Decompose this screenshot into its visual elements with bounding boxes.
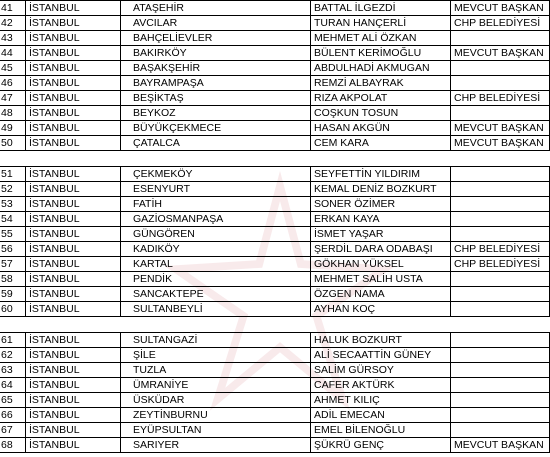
candidate-name-cell: SEYFETTİN YILDIRIM xyxy=(310,167,450,181)
table-row xyxy=(0,197,550,212)
candidate-name-cell: BÜLENT KERİMOĞLU xyxy=(310,46,450,60)
table-row xyxy=(0,1,550,16)
table-row xyxy=(0,167,550,182)
candidate-name-cell: SALİM GÜRSOY xyxy=(310,363,450,377)
note-cell xyxy=(450,302,550,316)
note-cell xyxy=(450,363,550,377)
province-cell: İSTANBUL xyxy=(25,378,120,392)
district-cell: BEŞİKTAŞ xyxy=(120,91,310,105)
table-row xyxy=(0,212,550,227)
note-cell xyxy=(450,212,550,226)
row-number: 47 xyxy=(1,92,13,104)
row-number: 51 xyxy=(1,168,13,180)
note-cell: CHP BELEDİYESİ xyxy=(450,16,550,30)
province-cell: İSTANBUL xyxy=(25,257,120,271)
table-row xyxy=(0,287,550,302)
row-number: 68 xyxy=(1,439,13,451)
district-cell: SULTANGAZİ xyxy=(120,333,310,347)
candidate-name-cell: MEHMET ALİ ÖZKAN xyxy=(310,31,450,45)
note-cell: CHP BELEDİYESİ xyxy=(450,242,550,256)
note-cell xyxy=(450,106,550,120)
candidate-name-cell: MEHMET SALİH USTA xyxy=(310,272,450,286)
province-cell: İSTANBUL xyxy=(25,423,120,437)
candidate-name-cell: ADİL EMECAN xyxy=(310,408,450,422)
row-number: 53 xyxy=(1,198,13,210)
table-row xyxy=(0,227,550,242)
row-number: 41 xyxy=(1,2,13,14)
note-cell: MEVCUT BAŞKAN xyxy=(450,1,550,15)
note-cell: MEVCUT BAŞKAN xyxy=(450,46,550,60)
note-cell: MEVCUT BAŞKAN xyxy=(450,121,550,135)
note-cell xyxy=(450,182,550,196)
table-row xyxy=(0,348,550,363)
table-row xyxy=(0,363,550,378)
candidate-name-cell: ÖZGEN NAMA xyxy=(310,287,450,301)
note-cell xyxy=(450,197,550,211)
district-cell: GÜNGÖREN xyxy=(120,227,310,241)
candidate-name-cell: ERKAN KAYA xyxy=(310,212,450,226)
district-cell: ÜSKÜDAR xyxy=(120,393,310,407)
district-cell: ATAŞEHİR xyxy=(120,1,310,15)
province-cell: İSTANBUL xyxy=(25,61,120,75)
row-number: 43 xyxy=(1,32,13,44)
table-row xyxy=(0,182,550,197)
candidate-name-cell: HALUK BOZKURT xyxy=(310,333,450,347)
candidate-name-cell: BATTAL İLGEZDİ xyxy=(310,1,450,15)
table-row xyxy=(0,423,550,438)
province-cell: İSTANBUL xyxy=(25,212,120,226)
province-cell: İSTANBUL xyxy=(25,76,120,90)
note-cell xyxy=(450,333,550,347)
district-cell: FATİH xyxy=(120,197,310,211)
row-number: 45 xyxy=(1,62,13,74)
row-number: 42 xyxy=(1,17,13,29)
province-cell: İSTANBUL xyxy=(25,333,120,347)
candidate-name-cell: HASAN AKGÜN xyxy=(310,121,450,135)
district-cell: KADIKÖY xyxy=(120,242,310,256)
table-row xyxy=(0,378,550,393)
row-number: 66 xyxy=(1,409,13,421)
table-row xyxy=(0,121,550,136)
province-cell: İSTANBUL xyxy=(25,167,120,181)
province-cell: İSTANBUL xyxy=(25,287,120,301)
table-row xyxy=(0,272,550,287)
note-cell: MEVCUT BAŞKAN xyxy=(450,438,550,452)
district-cell: EYÜPSULTAN xyxy=(120,423,310,437)
table-row xyxy=(0,136,550,151)
table-row xyxy=(0,438,550,453)
row-number: 56 xyxy=(1,243,13,255)
note-cell xyxy=(450,227,550,241)
row-number: 62 xyxy=(1,349,13,361)
table-block-1 xyxy=(0,0,550,151)
table-row xyxy=(0,408,550,423)
table-row xyxy=(0,91,550,106)
province-cell: İSTANBUL xyxy=(25,408,120,422)
row-number: 48 xyxy=(1,107,13,119)
province-cell: İSTANBUL xyxy=(25,106,120,120)
candidate-name-cell: AYHAN KOÇ xyxy=(310,302,450,316)
province-cell: İSTANBUL xyxy=(25,1,120,15)
district-cell: ÜMRANİYE xyxy=(120,378,310,392)
note-cell xyxy=(450,31,550,45)
district-cell: AVCILAR xyxy=(120,16,310,30)
district-cell: SANCAKTEPE xyxy=(120,287,310,301)
district-cell: SULTANBEYLİ xyxy=(120,302,310,316)
note-cell xyxy=(450,287,550,301)
district-cell: BEYKOZ xyxy=(120,106,310,120)
note-cell xyxy=(450,272,550,286)
table-row xyxy=(0,333,550,348)
district-cell: KARTAL xyxy=(120,257,310,271)
note-cell xyxy=(450,76,550,90)
province-cell: İSTANBUL xyxy=(25,393,120,407)
province-cell: İSTANBUL xyxy=(25,121,120,135)
note-cell xyxy=(450,393,550,407)
district-cell: BAŞAKŞEHİR xyxy=(120,61,310,75)
candidate-name-cell: ŞÜKRÜ GENÇ xyxy=(310,438,450,452)
candidate-name-cell: AHMET KILIÇ xyxy=(310,393,450,407)
district-cell: BAHÇELİEVLER xyxy=(120,31,310,45)
row-number: 50 xyxy=(1,137,13,149)
district-cell: ESENYURT xyxy=(120,182,310,196)
candidate-name-cell: EMEL BİLENOĞLU xyxy=(310,423,450,437)
row-number: 46 xyxy=(1,77,13,89)
row-number: 49 xyxy=(1,122,13,134)
district-cell: BÜYÜKÇEKMECE xyxy=(120,121,310,135)
row-number: 54 xyxy=(1,213,13,225)
table-row xyxy=(0,257,550,272)
table-block-3 xyxy=(0,332,550,453)
province-cell: İSTANBUL xyxy=(25,363,120,377)
candidate-name-cell: CEM KARA xyxy=(310,136,450,150)
note-cell: CHP BELEDİYESİ xyxy=(450,91,550,105)
province-cell: İSTANBUL xyxy=(25,182,120,196)
table-row xyxy=(0,76,550,91)
note-cell xyxy=(450,61,550,75)
note-cell: CHP BELEDİYESİ xyxy=(450,257,550,271)
table-row xyxy=(0,106,550,121)
district-cell: ŞİLE xyxy=(120,348,310,362)
candidate-name-cell: REMZİ ALBAYRAK xyxy=(310,76,450,90)
candidate-name-cell: ABDULHADİ AKMUGAN xyxy=(310,61,450,75)
province-cell: İSTANBUL xyxy=(25,91,120,105)
table-row xyxy=(0,16,550,31)
note-cell xyxy=(450,378,550,392)
note-cell xyxy=(450,423,550,437)
province-cell: İSTANBUL xyxy=(25,242,120,256)
district-cell: ÇATALCA xyxy=(120,136,310,150)
province-cell: İSTANBUL xyxy=(25,348,120,362)
row-number: 58 xyxy=(1,273,13,285)
province-cell: İSTANBUL xyxy=(25,136,120,150)
district-cell: SARIYER xyxy=(120,438,310,452)
province-cell: İSTANBUL xyxy=(25,438,120,452)
province-cell: İSTANBUL xyxy=(25,16,120,30)
district-cell: TUZLA xyxy=(120,363,310,377)
table-row xyxy=(0,242,550,257)
province-cell: İSTANBUL xyxy=(25,302,120,316)
candidate-name-cell: ŞERDİL DARA ODABAŞI xyxy=(310,242,450,256)
table-row xyxy=(0,302,550,317)
row-number: 64 xyxy=(1,379,13,391)
table-row xyxy=(0,46,550,61)
candidate-name-cell: RIZA AKPOLAT xyxy=(310,91,450,105)
province-cell: İSTANBUL xyxy=(25,46,120,60)
candidate-name-cell: GÖKHAN YÜKSEL xyxy=(310,257,450,271)
district-cell: PENDİK xyxy=(120,272,310,286)
province-cell: İSTANBUL xyxy=(25,227,120,241)
district-cell: ZEYTİNBURNU xyxy=(120,408,310,422)
row-number: 63 xyxy=(1,364,13,376)
district-cell: GAZİOSMANPAŞA xyxy=(120,212,310,226)
note-cell xyxy=(450,408,550,422)
row-number: 61 xyxy=(1,334,13,346)
table-block-2 xyxy=(0,166,550,317)
row-number: 44 xyxy=(1,47,13,59)
province-cell: İSTANBUL xyxy=(25,197,120,211)
row-number: 67 xyxy=(1,424,13,436)
province-cell: İSTANBUL xyxy=(25,31,120,45)
province-cell: İSTANBUL xyxy=(25,272,120,286)
table-row xyxy=(0,31,550,46)
candidate-name-cell: ALİ SECAATTİN GÜNEY xyxy=(310,348,450,362)
note-cell xyxy=(450,348,550,362)
table-row xyxy=(0,393,550,408)
row-number: 57 xyxy=(1,258,13,270)
note-cell xyxy=(450,167,550,181)
candidate-name-cell: SONER ÖZİMER xyxy=(310,197,450,211)
candidate-name-cell: TURAN HANÇERLİ xyxy=(310,16,450,30)
district-cell: BAYRAMPAŞA xyxy=(120,76,310,90)
note-cell: MEVCUT BAŞKAN xyxy=(450,136,550,150)
candidate-name-cell: CAFER AKTÜRK xyxy=(310,378,450,392)
candidate-name-cell: KEMAL DENİZ BOZKURT xyxy=(310,182,450,196)
table-row xyxy=(0,61,550,76)
district-cell: ÇEKMEKÖY xyxy=(120,167,310,181)
row-number: 55 xyxy=(1,228,13,240)
district-cell: BAKIRKÖY xyxy=(120,46,310,60)
candidate-name-cell: İSMET YAŞAR xyxy=(310,227,450,241)
row-number: 65 xyxy=(1,394,13,406)
candidate-name-cell: COŞKUN TOSUN xyxy=(310,106,450,120)
row-number: 60 xyxy=(1,303,13,315)
row-number: 59 xyxy=(1,288,13,300)
row-number: 52 xyxy=(1,183,13,195)
